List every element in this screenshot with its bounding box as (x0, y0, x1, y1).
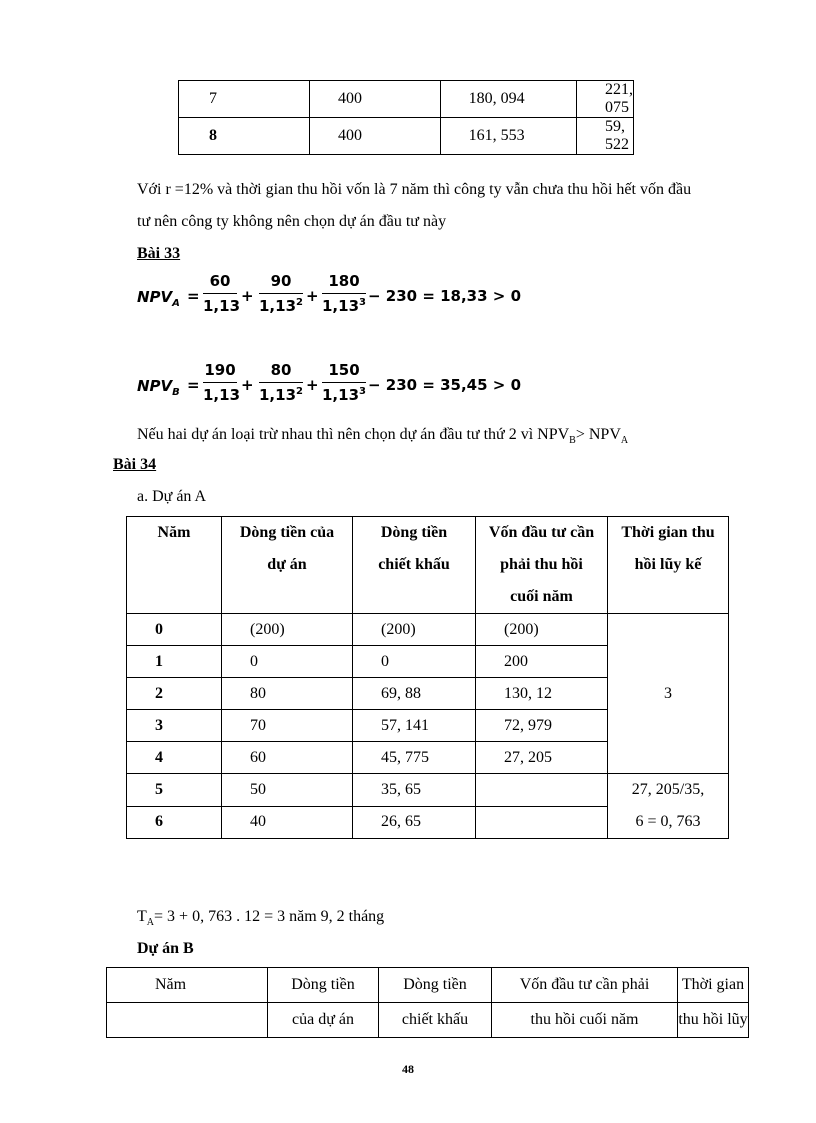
table-row (127, 614, 729, 646)
header-cell-payback: Thời gian thu hồi lũy kế (608, 517, 729, 614)
fraction-term: $\frac{190}{1,13}$ (203, 361, 241, 404)
project-a-table (126, 516, 729, 839)
year-cell: 8 (179, 118, 310, 155)
project-b-table (106, 967, 749, 1038)
table-row (179, 81, 634, 118)
year-cell: 2 (127, 678, 222, 710)
table-cell: 0 (222, 646, 353, 678)
year-cell: 7 (179, 81, 310, 118)
table-cell: 161, 553 (440, 118, 576, 155)
ta-formula: $T_A= 3 + 0$, 763 . 12 = 3 năm 9, 2 tháng (137, 908, 385, 929)
paragraph-line: Với r =12% và thời gian thu hồi vốn là 7 năm thì công ty vẫn chưa thu hồi hết vốn đầu (137, 181, 692, 198)
header-cell: chiết khấu (379, 1003, 492, 1038)
heading-bai-33: Bài 33 (137, 245, 181, 262)
equals-sign: = (187, 376, 200, 394)
formula-result: − 230 = 35,45 > 0 (368, 376, 522, 394)
plus-sign: + (241, 287, 254, 305)
table-cell: 57, 141 (353, 710, 476, 742)
equals-sign: = (187, 287, 200, 305)
year-cell: 3 (127, 710, 222, 742)
table-cell: 69, 88 (353, 678, 476, 710)
header-cell-cashflow: Dòng tiền của dự án (222, 517, 353, 614)
table-cell: (200) (222, 614, 353, 646)
npv-label: $NPV_B$ (137, 377, 180, 398)
table-cell: 35, 65 (353, 774, 476, 807)
table-cell: 400 (310, 81, 441, 118)
header-cell: thu hồi cuối năm (492, 1003, 678, 1038)
npv-label: $NPV_A$ (137, 288, 180, 309)
header-cell-discounted: Dòng tiền chiết khấu (353, 517, 476, 614)
header-cell: thu hồi lũy (678, 1003, 749, 1038)
table-cell: 50 (222, 774, 353, 807)
heading-bai-34: Bài 34 (113, 456, 157, 473)
npv-b-formula (137, 359, 557, 415)
fraction-term: $\frac{80}{1,13^2}$ (259, 361, 303, 404)
table-cell: 60 (222, 742, 353, 774)
header-cell-year: Năm (127, 517, 222, 614)
table-header-row (107, 968, 749, 1003)
table-cell: 70 (222, 710, 353, 742)
year-cell: 1 (127, 646, 222, 678)
header-cell (107, 1003, 268, 1038)
table-cell: 80 (222, 678, 353, 710)
heading-du-an-b: Dự án B (137, 940, 194, 957)
table-cell: 72, 979 (476, 710, 608, 742)
table-cell: 45, 775 (353, 742, 476, 774)
table-cell: 40 (222, 806, 353, 839)
year-cell: 0 (127, 614, 222, 646)
formula-result: − 230 = 18,33 > 0 (368, 287, 522, 305)
paragraph-line: tư nên công ty không nên chọn dự án đầu tư này (137, 213, 447, 230)
table-row (127, 774, 729, 807)
fraction-term: $\frac{90}{1,13^2}$ (259, 272, 303, 315)
table-cell (476, 806, 608, 839)
table-cell: 26, 65 (353, 806, 476, 839)
table-cell: 130, 12 (476, 678, 608, 710)
conclusion-line: Nếu hai dự án loại trừ nhau thì nên chọn dự án đầu tư thứ 2 vì $NPV_B> NPV_A$ (137, 426, 629, 447)
table-cell: 200 (476, 646, 608, 678)
table-row (179, 118, 634, 155)
top-table (178, 80, 634, 155)
header-cell: của dự án (268, 1003, 379, 1038)
header-cell: Thời gian (678, 968, 749, 1003)
payback-fraction-cell: 27, 205/35, 6 = 0, 763 (608, 774, 729, 839)
header-cell: Dòng tiền (379, 968, 492, 1003)
table-cell: 27, 205 (476, 742, 608, 774)
table-cell: (200) (353, 614, 476, 646)
heading-du-an-a: a. Dự án A (137, 488, 207, 505)
plus-sign: + (306, 376, 319, 394)
table-cell: 0 (353, 646, 476, 678)
plus-sign: + (306, 287, 319, 305)
payback-merged-cell: 3 (608, 614, 729, 774)
year-cell: 6 (127, 806, 222, 839)
header-cell: Vốn đầu tư cần phải (492, 968, 678, 1003)
fraction-term: $\frac{180}{1,13^3}$ (322, 272, 366, 315)
table-cell: 221, 075 (577, 81, 634, 118)
year-cell: 5 (127, 774, 222, 807)
plus-sign: + (241, 376, 254, 394)
header-cell: Dòng tiền (268, 968, 379, 1003)
fraction-term: $\frac{60}{1,13}$ (203, 272, 241, 315)
table-header-row (127, 517, 729, 614)
table-cell: 180, 094 (440, 81, 576, 118)
table-cell (476, 774, 608, 807)
header-cell: Năm (107, 968, 268, 1003)
table-header-row (107, 1003, 749, 1038)
paragraph-conclusion-r12 (137, 180, 757, 232)
header-cell-remaining-investment: Vốn đầu tư cần phải thu hồi cuối năm (476, 517, 608, 614)
page-number: 48 (402, 1062, 414, 1076)
year-cell: 4 (127, 742, 222, 774)
table-cell: (200) (476, 614, 608, 646)
npv-a-formula (137, 270, 557, 326)
table-cell: 59, 522 (577, 118, 634, 155)
fraction-term: $\frac{150}{1,13^3}$ (322, 361, 366, 404)
table-cell: 400 (310, 118, 441, 155)
